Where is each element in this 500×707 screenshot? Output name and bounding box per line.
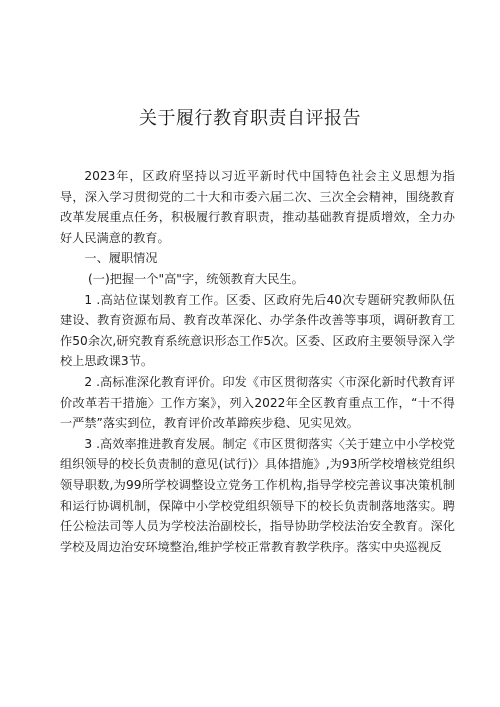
intro-paragraph: 2023年，区政府坚持以习近平新时代中国特色社会主义思想为指导，深入学习贯彻党的二十大和市委六届二次、三次全会精神，围绕教育改革发展重点任务，积极履行教育职责，推动基础教育提质增效，全力办好人民满意的教育。 [60,169,455,245]
document-body [60,166,455,557]
subsection-heading: (一)把握一个"高"字，统领教育大民生。 [88,271,304,286]
item-paragraph-3: 3 .高效率推进教育发展。制定《市区贯彻落实〈关于建立中小学校党组织领导的校长负责制的意见(试行)〉具体措施》,为93所学校增核党组织领导职数,为99所学校调整设立党务工作机构,指导学校完善议事决策机制和运行协调机制，保障中小学校党组织领导下的校长负责制落地落实。聘任公检法司等人员为学校法治副校长，指导协助学校法治安全教育。深化学校及周边治安环境整治,维护学校正常教育教学秩序。落实中央巡视反 [60,436,455,554]
item-paragraph-1: 1 .高站位谋划教育工作。区委、区政府先后40次专题研究教师队伍建设、教育资源布局、教育改革深化、办学条件改善等事项，调研教育工作50余次,研究教育系统意识形态工作5次。区委、区政府主要领导深入学校上思政课3节。 [60,292,455,369]
section-heading: 一、履职情况 [84,251,158,266]
document-title: 关于履行教育职责自评报告 [139,108,361,129]
item-paragraph-2: 2 .高标准深化教育评价。印发《市区贯彻落实〈市深化新时代教育评价改革若干措施〉工作方案》，列入2022年全区教育重点工作，“十不得一严禁”落实到位，教育评价改革蹄疾步稳、见实见效。 [60,374,455,431]
